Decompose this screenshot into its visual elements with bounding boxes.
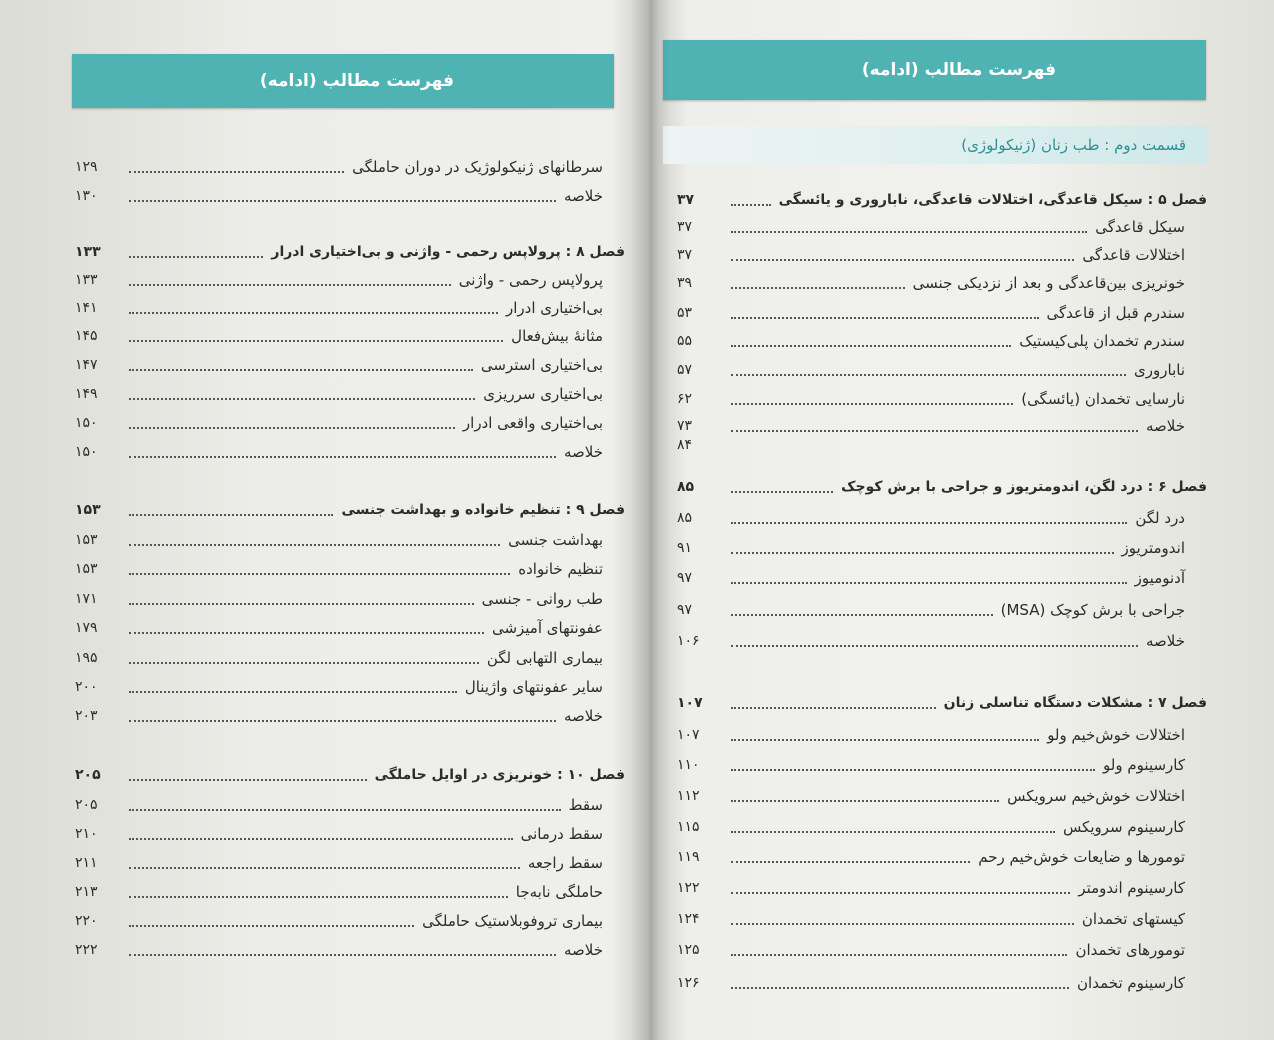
dot-leader xyxy=(129,573,510,575)
toc-entry xyxy=(677,937,1207,963)
toc-entry xyxy=(677,752,1207,778)
section-title: قسمت دوم : طب زنان (ژنیکولوژی) xyxy=(663,126,1208,164)
dot-leader xyxy=(129,867,520,869)
dot-leader xyxy=(129,632,484,634)
page-number: ۸۵ xyxy=(677,510,693,526)
page-number: ۱۱۰ xyxy=(677,757,700,773)
toc-entry xyxy=(677,597,1207,623)
entry-title: تومورها و ضایعات خوش‌خیم رحم xyxy=(978,848,1185,866)
entry-title: سقط راجعه xyxy=(527,854,603,872)
page-number: ۱۱۹ xyxy=(677,849,700,865)
page-number: ۱۱۵ xyxy=(677,819,700,835)
entry-title: بی‌اختیاری ادرار xyxy=(506,299,603,317)
entry-title: جراحی با برش کوچک (MSA) xyxy=(1000,601,1185,619)
entry-title: تنظیم خانواده xyxy=(518,560,603,578)
entry-title: کارسینوم سرویکس xyxy=(1062,818,1185,836)
toc-entry xyxy=(75,821,625,847)
toc-entry xyxy=(75,879,625,905)
page-number: ۱۳۳ xyxy=(75,244,101,260)
entry-title: بیماری تروفوبلاستیک حاملگی xyxy=(422,912,603,930)
dot-leader xyxy=(731,317,1039,319)
entry-title: تومورهای تخمدان xyxy=(1075,941,1185,959)
page-number: ۲۰۵ xyxy=(75,797,98,813)
toc-entry xyxy=(677,844,1207,870)
page-number: ۲۱۱ xyxy=(75,855,98,871)
chapter-title: فصل ۶ : درد لگن، اندومتریوز و جراحی با برش کوچک xyxy=(841,479,1207,495)
entry-title: مثانهٔ بیش‌فعال xyxy=(511,327,603,345)
chapter-heading xyxy=(677,187,1207,213)
toc-entry xyxy=(75,154,625,180)
chapter-heading xyxy=(677,690,1207,716)
entry-title: حاملگی نابه‌جا xyxy=(515,883,603,901)
entry-title: کارسینوم ولو xyxy=(1103,756,1185,774)
entry-title: اختلالات خوش‌خیم ولو xyxy=(1047,726,1185,744)
dot-leader xyxy=(731,645,1138,647)
dot-leader xyxy=(129,779,367,781)
page-number: ۲۲۰ xyxy=(75,913,98,929)
entry-title: آدنومیوز xyxy=(1134,569,1185,587)
chapter-heading xyxy=(75,497,625,523)
entry-title: خلاصه xyxy=(563,707,603,725)
toc-entry xyxy=(677,270,1207,296)
page-number: ۱۲۲ xyxy=(677,880,700,896)
entry-title: خلاصه xyxy=(563,443,603,461)
entry-title: طب روانی - جنسی xyxy=(481,590,603,608)
page-number: ۷۳ xyxy=(677,418,693,434)
dot-leader xyxy=(731,831,1055,833)
right-page-header: فهرست مطالب (ادامه) xyxy=(663,40,1206,100)
page-number: ۳۷ xyxy=(677,219,693,235)
page-number: ۱۴۵ xyxy=(75,328,98,344)
page-number: ۹۱ xyxy=(677,540,693,556)
dot-leader xyxy=(731,522,1127,524)
dot-leader xyxy=(731,892,1070,894)
page-number: ۲۱۳ xyxy=(75,884,98,900)
toc-entry xyxy=(677,328,1207,354)
dot-leader xyxy=(731,987,1069,989)
entry-title: ناباروری xyxy=(1134,361,1185,379)
toc-entry xyxy=(677,722,1207,748)
entry-title: بیماری التهابی لگن xyxy=(486,649,603,667)
dot-leader xyxy=(129,456,556,458)
entry-title: عفونتهای آمیزشی xyxy=(491,619,603,637)
toc-entry xyxy=(677,628,1207,654)
toc-entry xyxy=(75,615,625,641)
toc-entry xyxy=(75,183,625,209)
toc-entry xyxy=(75,527,625,553)
toc-entry xyxy=(75,937,625,963)
page-number: ۱۵۳ xyxy=(75,532,98,548)
toc-entry xyxy=(677,357,1207,383)
page-number: ۵۳ xyxy=(677,305,693,321)
toc-entry xyxy=(677,565,1207,591)
page-number: ۱۵۳ xyxy=(75,561,98,577)
toc-entry xyxy=(677,783,1207,809)
toc-entry xyxy=(75,674,625,700)
entry-title: خلاصه xyxy=(1145,417,1185,435)
dot-leader xyxy=(731,204,771,206)
chapter-heading xyxy=(677,474,1207,500)
chapter-title: فصل ۸ : پرولاپس رحمی - واژنی و بی‌اختیاری ادرار xyxy=(271,244,625,260)
right-page xyxy=(655,0,1274,1040)
dot-leader xyxy=(129,427,455,429)
page-number: ۱۳۰ xyxy=(75,188,98,204)
page-number: ۳۷ xyxy=(677,247,693,263)
toc-entry xyxy=(677,875,1207,901)
entry-title: بی‌اختیاری سرریزی xyxy=(483,385,603,403)
chapter-title: فصل ۹ : تنظیم خانواده و بهداشت جنسی xyxy=(341,502,625,518)
page-number: ۱۲۴ xyxy=(677,911,700,927)
page-number: ۱۴۱ xyxy=(75,300,98,316)
page-number: ۸۵ xyxy=(677,479,695,495)
dot-leader xyxy=(731,707,936,709)
page-number: ۲۰۳ xyxy=(75,708,98,724)
entry-title: کیستهای تخمدان xyxy=(1081,910,1185,928)
toc-entry xyxy=(75,439,625,465)
page-number: ۸۴ xyxy=(677,437,693,453)
dot-leader xyxy=(731,954,1067,956)
dot-leader xyxy=(731,491,833,493)
entry-title: سندرم تخمدان پلی‌کیستیک xyxy=(1019,332,1185,350)
dot-leader xyxy=(731,861,970,863)
page-number: ۱۷۹ xyxy=(75,620,98,636)
left-page-header: فهرست مطالب (ادامه) xyxy=(72,54,614,108)
page-number: ۱۰۷ xyxy=(677,727,700,743)
dot-leader xyxy=(129,200,556,202)
dot-leader xyxy=(731,582,1127,584)
entry-title: سقط درمانی xyxy=(520,825,603,843)
dot-leader xyxy=(129,398,475,400)
dot-leader xyxy=(129,256,263,258)
entry-title: خلاصه xyxy=(1145,632,1185,650)
toc-entry xyxy=(677,300,1207,326)
chapter-title: فصل ۵ : سیکل قاعدگی، اختلالات قاعدگی، ناباروری و یائسگی xyxy=(778,192,1207,208)
dot-leader xyxy=(129,662,479,664)
dot-leader xyxy=(129,954,556,956)
dot-leader xyxy=(731,552,1114,554)
chapter-heading xyxy=(75,762,625,788)
dot-leader xyxy=(129,340,503,342)
entry-title: کارسینوم تخمدان xyxy=(1077,974,1185,992)
page-number: ۱۳۳ xyxy=(75,272,98,288)
toc-entry xyxy=(75,556,625,582)
page-number: ۱۴۹ xyxy=(75,386,98,402)
toc-entry xyxy=(677,432,1207,458)
toc-entry xyxy=(677,386,1207,412)
toc-entry xyxy=(677,970,1207,996)
page-number: ۱۵۰ xyxy=(75,444,98,460)
toc-entry xyxy=(677,505,1207,531)
dot-leader xyxy=(129,603,474,605)
page-number: ۹۷ xyxy=(677,570,693,586)
dot-leader xyxy=(731,800,999,802)
dot-leader xyxy=(731,614,993,616)
page-number: ۵۵ xyxy=(677,333,693,349)
page-number: ۱۴۷ xyxy=(75,357,98,373)
dot-leader xyxy=(731,374,1126,376)
dot-leader xyxy=(129,544,500,546)
page-number: ۲۰۰ xyxy=(75,679,98,695)
dot-leader xyxy=(731,345,1011,347)
toc-entry xyxy=(75,295,625,321)
page-number: ۱۵۰ xyxy=(75,415,98,431)
entry-title: پرولاپس رحمی - واژنی xyxy=(458,271,603,289)
toc-entry xyxy=(677,814,1207,840)
chapter-title: فصل ۱۰ : خونریزی در اوایل حاملگی xyxy=(374,767,625,783)
page-number: ۶۲ xyxy=(677,391,693,407)
toc-entry xyxy=(75,850,625,876)
entry-title: سیکل قاعدگی xyxy=(1095,218,1185,236)
entry-title: سقط xyxy=(568,796,603,814)
page-number: ۱۰۷ xyxy=(677,695,703,711)
entry-title: سایر عفونتهای واژینال xyxy=(464,678,603,696)
entry-title: درد لگن xyxy=(1135,509,1185,527)
entry-title: اختلالات قاعدگی xyxy=(1082,246,1185,264)
toc-entry xyxy=(75,267,625,293)
toc-entry xyxy=(677,214,1207,240)
dot-leader xyxy=(129,284,451,286)
toc-entry xyxy=(75,381,625,407)
toc-entry xyxy=(677,535,1207,561)
dot-leader xyxy=(731,259,1074,261)
entry-title: سرطانهای ژنیکولوژیک در دوران حاملگی xyxy=(352,158,603,176)
chapter-title: فصل ۷ : مشکلات دستگاه تناسلی زنان xyxy=(943,695,1207,711)
page-number: ۱۵۳ xyxy=(75,502,101,518)
entry-title: خلاصه xyxy=(563,941,603,959)
toc-entry xyxy=(75,323,625,349)
toc-entry xyxy=(75,645,625,671)
page-number: ۳۷ xyxy=(677,192,695,208)
page-number: ۲۱۰ xyxy=(75,826,98,842)
page-number: ۱۱۲ xyxy=(677,788,700,804)
page-number: ۵۷ xyxy=(677,362,693,378)
entry-title: بی‌اختیاری استرسی xyxy=(480,356,603,374)
toc-entry xyxy=(75,586,625,612)
toc-entry xyxy=(75,792,625,818)
toc-entry xyxy=(75,410,625,436)
dot-leader xyxy=(129,925,414,927)
entry-title: اختلالات خوش‌خیم سرویکس xyxy=(1007,787,1185,805)
page-number: ۱۰۶ xyxy=(677,633,700,649)
dot-leader xyxy=(129,171,344,173)
page-number: ۲۲۲ xyxy=(75,942,98,958)
dot-leader xyxy=(731,923,1074,925)
page-number: ۱۷۱ xyxy=(75,591,98,607)
toc-entry xyxy=(677,906,1207,932)
toc-entry xyxy=(75,703,625,729)
dot-leader xyxy=(731,231,1087,233)
entry-title: نارسایی تخمدان (یائسگی) xyxy=(1021,390,1185,408)
chapter-heading xyxy=(75,239,625,265)
dot-leader xyxy=(731,403,1013,405)
dot-leader xyxy=(129,514,333,516)
dot-leader xyxy=(731,739,1039,741)
entry-title: خلاصه xyxy=(563,187,603,205)
toc-entry xyxy=(677,242,1207,268)
page-number: ۱۲۹ xyxy=(75,159,98,175)
dot-leader xyxy=(731,287,905,289)
dot-leader xyxy=(129,809,561,811)
page-number: ۱۲۶ xyxy=(677,975,700,991)
entry-title: بهداشت جنسی xyxy=(508,531,603,549)
entry-title: بی‌اختیاری واقعی ادرار xyxy=(462,414,603,432)
dot-leader xyxy=(129,369,473,371)
page-number: ۲۰۵ xyxy=(75,767,101,783)
dot-leader xyxy=(129,896,508,898)
dot-leader xyxy=(129,312,498,314)
page-number: ۹۷ xyxy=(677,602,693,618)
toc-entry xyxy=(75,908,625,934)
dot-leader xyxy=(129,720,556,722)
dot-leader xyxy=(731,769,1095,771)
entry-title: سندرم قبل از قاعدگی xyxy=(1046,304,1185,322)
toc-entry xyxy=(75,352,625,378)
dot-leader xyxy=(129,838,513,840)
entry-title: خونریزی بین‌قاعدگی و بعد از نزدیکی جنسی xyxy=(912,274,1185,292)
page-number: ۱۹۵ xyxy=(75,650,98,666)
entry-title: اندومتریوز xyxy=(1121,539,1185,557)
dot-leader xyxy=(129,691,457,693)
page-number: ۳۹ xyxy=(677,275,693,291)
page-number: ۱۲۵ xyxy=(677,942,700,958)
entry-title: کارسینوم اندومتر xyxy=(1078,879,1185,897)
